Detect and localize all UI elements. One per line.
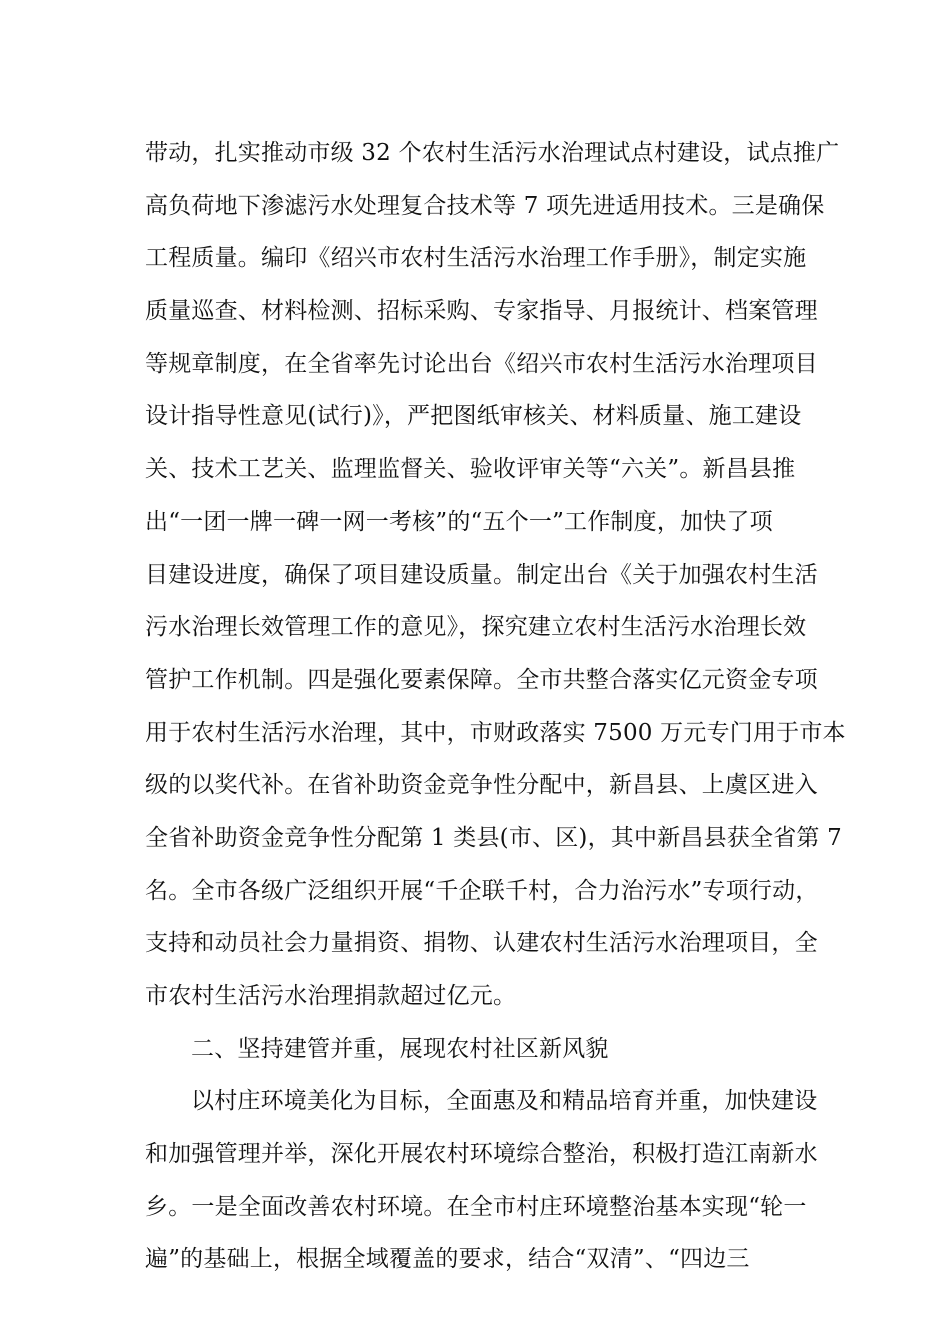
text-line: 带动，扎实推动市级 32 个农村生活污水治理试点村建设，试点推广	[145, 140, 840, 166]
text-line: 级的以奖代补。在省补助资金竞争性分配中，新昌县、上虞区进入	[145, 772, 818, 799]
text-line: 目建设进度，确保了项目建设质量。制定出台《关于加强农村生活	[145, 561, 818, 588]
text-line: 全省补助资金竞争性分配第 1 类县(市、区)，其中新昌县获全省第 7	[145, 824, 842, 851]
text-line: 出“一团一牌一碑一网一考核”的“五个一”工作制度，加快了项	[145, 508, 773, 535]
text-line: 质量巡查、材料检测、招标采购、专家指导、月报统计、档案管理	[145, 298, 818, 325]
document-body	[145, 127, 846, 1286]
text-line: 管护工作机制。四是强化要素保障。全市共整合落实亿元资金专项	[145, 666, 818, 693]
text-line: 和加强管理并举，深化开展农村环境综合整治，积极打造江南新水	[145, 1141, 818, 1168]
text-line: 遍”的基础上，根据全域覆盖的要求，结合“双清”、“四边三	[145, 1246, 750, 1273]
text-line: 支持和动员社会力量捐资、捐物、认建农村生活污水治理项目，全	[145, 930, 818, 957]
text-line: 乡。一是全面改善农村环境。在全市村庄环境整治基本实现“轮一	[145, 1193, 807, 1220]
section-heading: 二、坚持建管并重，展现农村社区新风貌	[191, 1035, 609, 1062]
text-line: 用于农村生活污水治理，其中，市财政落实 7500 万元专门用于市本	[145, 719, 846, 746]
text-line: 高负荷地下渗滤污水处理复合技术等 7 项先进适用技术。三是确保	[145, 192, 825, 219]
text-line: 市农村生活污水治理捐款超过亿元。	[145, 983, 517, 1009]
text-line: 名。全市各级广泛组织开展“千企联千村，合力治污水”专项行动，	[145, 877, 819, 904]
text-line: 污水治理长效管理工作的意见》，探究建立农村生活污水治理长效	[145, 614, 807, 641]
paragraph-first-line: 以村庄环境美化为目标，全面惠及和精品培育并重，加快建设	[191, 1088, 818, 1115]
text-line: 设计指导性意见(试行)》，严把图纸审核关、材料质量、施工建设	[145, 403, 802, 430]
text-line: 关、技术工艺关、监理监督关、验收评审关等“六关”。新昌县推	[145, 456, 796, 483]
text-line: 等规章制度，在全省率先讨论出台《绍兴市农村生活污水治理项目	[145, 350, 818, 377]
text-line: 工程质量。编印《绍兴市农村生活污水治理工作手册》，制定实施	[145, 245, 807, 272]
